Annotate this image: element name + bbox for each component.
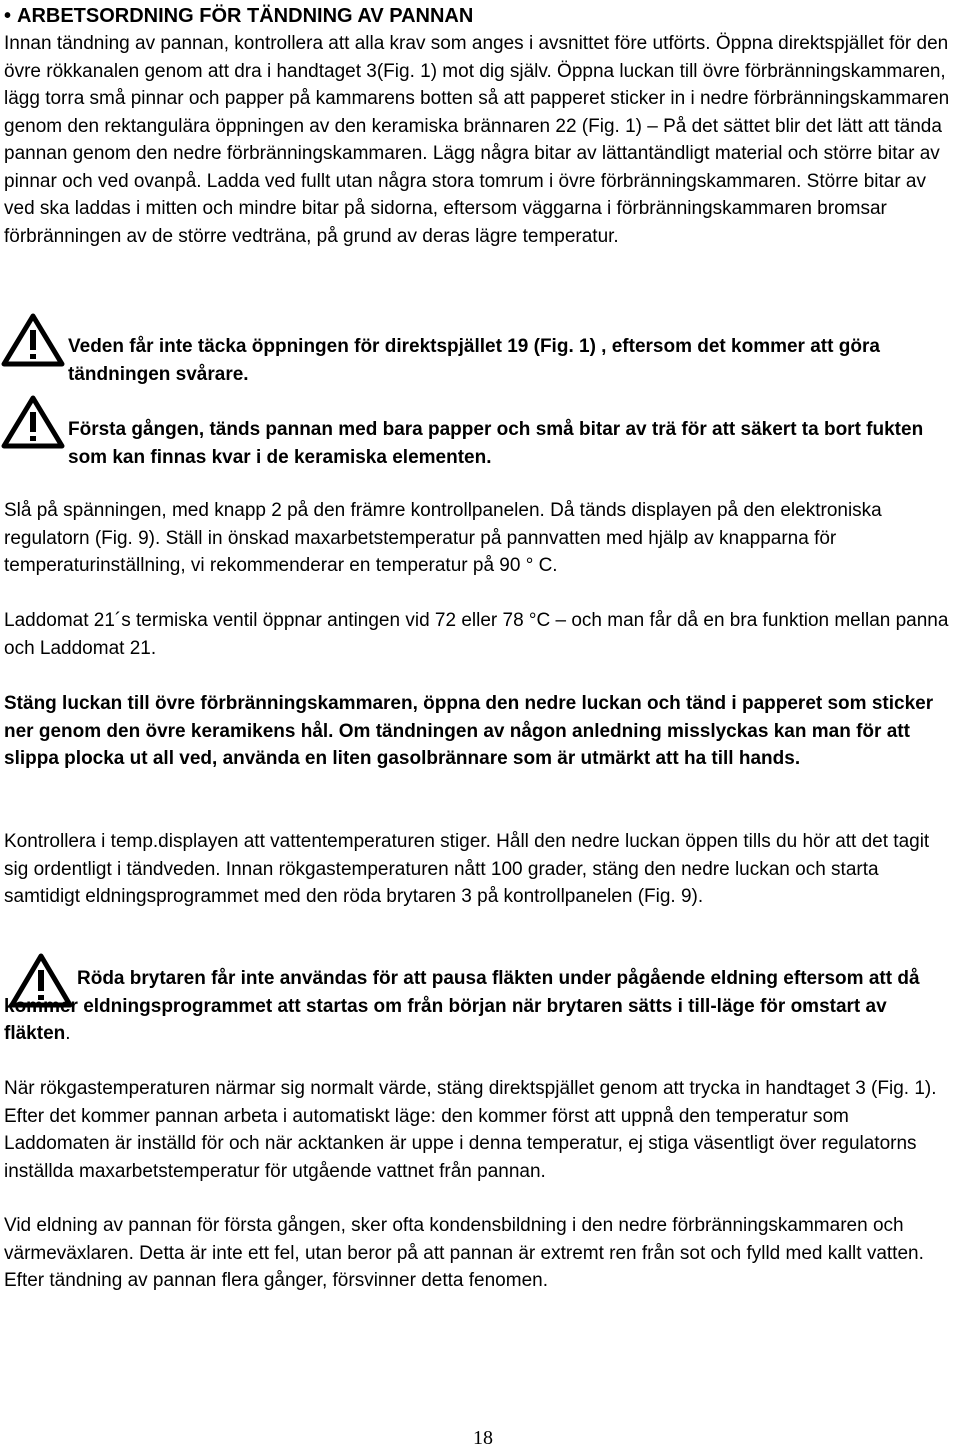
paragraph-check-temperature: Kontrollera i temp.displayen att vattentemperaturen stiger. Håll den nedre luckan öppen tills du hör att det tagit sig ordentligt i tändveden. Innan rökgastemperaturen nått 100 grader, stäng den nedre luckan och starta samtidigt eldningsprogrammet med den röda brytaren 3 på kontrollpanelen (Fig. 9).: [4, 831, 930, 907]
paragraph-power-on: Slå på spänningen, med knapp 2 på den främre kontrollpanelen. Då tänds displayen på den elektroniska regulatorn (Fig. 9). Ställ in önskad maxarbetstemperatur på pannvatten med hjälp av knapparna för temperaturinställning, vi rekommenderar en temperatur på 90 ° C.: [4, 500, 882, 576]
section-heading: [4, 3, 473, 30]
paragraph-first-firing-condensation: Vid eldning av pannan för första gången, sker ofta kondensbildning i den nedre förbränningskammaren och värmeväxlaren. Detta är inte ett fel, utan beror på att pannan är extremt ren från sot och fylld med kallt vatten. Efter tändning av pannan flera gånger, försvinner detta fenomen.: [4, 1215, 924, 1291]
paragraph-normal-operation: När rökgastemperaturen närmar sig normalt värde, stäng direktspjället genom att trycka in handtaget 3 (Fig. 1). Efter det kommer pannan arbeta i automatiskt läge: den kommer först att uppnå den temperatur som Laddomaten är inställd för och när acktanken är uppe i denna temperatur, ej stiga väsentligt över regulatorns inställda maxarbetstemperatur för utgående vattnet från pannan.: [4, 1078, 937, 1182]
warning-text-1: Veden får inte täcka öppningen för direktspjället 19 (Fig. 1) , eftersom det kommer att göra tändningen svårare.: [68, 336, 880, 385]
warning-text-2: Första gången, tänds pannan med bara papper och små bitar av trä för att säkert ta bort fukten som kan finnas kvar i de keramiska elementen.: [68, 419, 924, 468]
warning-triangle-icon: [0, 312, 66, 368]
heading-bullet: •: [4, 5, 12, 27]
warning-text-3-end: .: [65, 1023, 71, 1044]
paragraph-close-door-bold: Stäng luckan till övre förbränningskammaren, öppna den nedre luckan och tänd i papperet som sticker ner genom den övre keramikens hål. Om tändningen av någon anledning misslyckas kan man för att slippa plocka ut all ved, använda en liten gasolbrännare som är utmärkt att ha till hands.: [4, 693, 934, 769]
warning-triangle-icon: [0, 394, 66, 450]
heading-text: ARBETSORDNING FÖR TÄNDNING AV PANNAN: [17, 5, 474, 27]
warning-text-3-body: Röda brytaren får inte användas för att pausa fläkten under pågående eldning eftersom att då kommer eldningsprogrammet att startas om från början när brytaren sätts i till-läge för omstart av fläkten: [4, 968, 920, 1044]
page-number: 18: [473, 1427, 493, 1449]
paragraph-laddomat: Laddomat 21´s termiska ventil öppnar antingen vid 72 eller 78 °C – och man får då en bra funktion mellan panna och Laddomat 21.: [4, 610, 949, 659]
warning-text-3: [4, 965, 958, 1048]
paragraph-ignition-preparation: Innan tändning av pannan, kontrollera att alla krav som anges i avsnittet före utförts. Öppna direktspjället för den övre rökkanalen genom att dra i handtaget 3(Fig. 1) mot dig själv. Öppna luckan till övre förbränningskammaren, lägg torra små pinnar och papper på kammarens botten så att papperet sticker in i nedre förbränningskammaren genom den rektangulära öppningen av den keramiska brännaren 22 (Fig. 1) – På det sättet blir det lätt att tända pannan genom den nedre förbränningskammaren. Lägg några bitar av lättantändligt material och större bitar av pinnar och ved ovanpå. Ladda ved fullt utan några stora tomrum i övre förbränningskammaren. Större bitar av ved ska laddas i mitten och mindre bitar på sidorna, eftersom väggarna i förbränningskammaren bromsar förbränningen av de större vedträna, på grund av deras lägre temperatur.: [4, 33, 950, 247]
